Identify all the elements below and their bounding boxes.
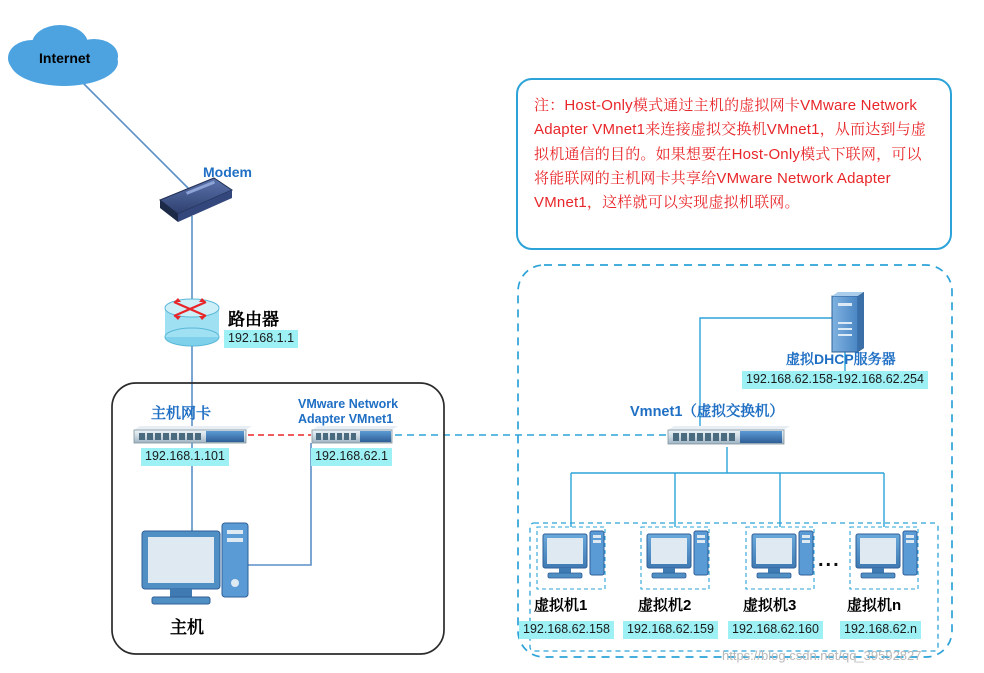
vmnet1-label: Vmnet1（虚拟交换机） — [630, 404, 784, 420]
internet-label: Internet — [39, 50, 91, 66]
modem-label: Modem — [203, 164, 252, 180]
vmn-ip-chip: 192.168.62.n — [840, 621, 921, 639]
vmware-adapter-ip-chip: 192.168.62.1 — [311, 448, 392, 466]
vm2-ip-chip: 192.168.62.159 — [623, 621, 718, 639]
vmware-adapter-label-line1: VMware Network — [298, 397, 399, 411]
host-nic-label: 主机网卡 — [151, 405, 212, 422]
vmware-adapter-label-line2: Adapter VMnet1 — [298, 412, 394, 426]
dhcp-label: 虚拟DHCP服务器 — [786, 351, 896, 367]
modem-icon — [160, 178, 232, 222]
vmnet1-switch-icon — [668, 426, 790, 444]
vm-icon-n — [850, 527, 918, 589]
vmn-label: 虚拟机n — [847, 597, 902, 614]
vm3-label: 虚拟机3 — [743, 597, 797, 614]
router-label: 路由器 — [228, 310, 279, 329]
router-ip-chip: 192.168.1.1 — [224, 330, 298, 348]
note-text: 注：Host-Only模式通过主机的虚拟网卡VMware Network Adapter VMnet1来连接虚拟交换机VMnet1，从而达到与虚拟机通信的目的。如果想要在Host-Only模式下联网，可以将能联网的主机网卡共享给VMware Network Adapter VMnet1，这样就可以实现虚拟机联网。 — [534, 97, 927, 212]
vm2-label: 虚拟机2 — [638, 597, 692, 614]
watermark: https://blog.csdn.net/qq_39592827 — [722, 648, 922, 663]
host-computer-icon — [142, 523, 248, 604]
host-nic-ip-chip: 192.168.1.101 — [141, 448, 229, 466]
vm-icon-3 — [746, 527, 814, 589]
vm-icon-1 — [537, 527, 605, 589]
vm-icon-2 — [641, 527, 709, 589]
ellipsis-label: ... — [818, 549, 841, 571]
vm3-ip-chip: 192.168.62.160 — [728, 621, 823, 639]
dhcp-server-icon — [832, 292, 864, 352]
note-box — [516, 78, 952, 250]
host-label: 主机 — [170, 618, 204, 637]
router-icon — [165, 298, 219, 346]
vm1-label: 虚拟机1 — [534, 597, 588, 614]
vm1-ip-chip: 192.168.62.158 — [519, 621, 614, 639]
vmware-adapter-icon — [312, 426, 398, 443]
dhcp-ip-chip: 192.168.62.158-192.168.62.254 — [742, 371, 928, 389]
host-nic-icon — [134, 426, 252, 443]
